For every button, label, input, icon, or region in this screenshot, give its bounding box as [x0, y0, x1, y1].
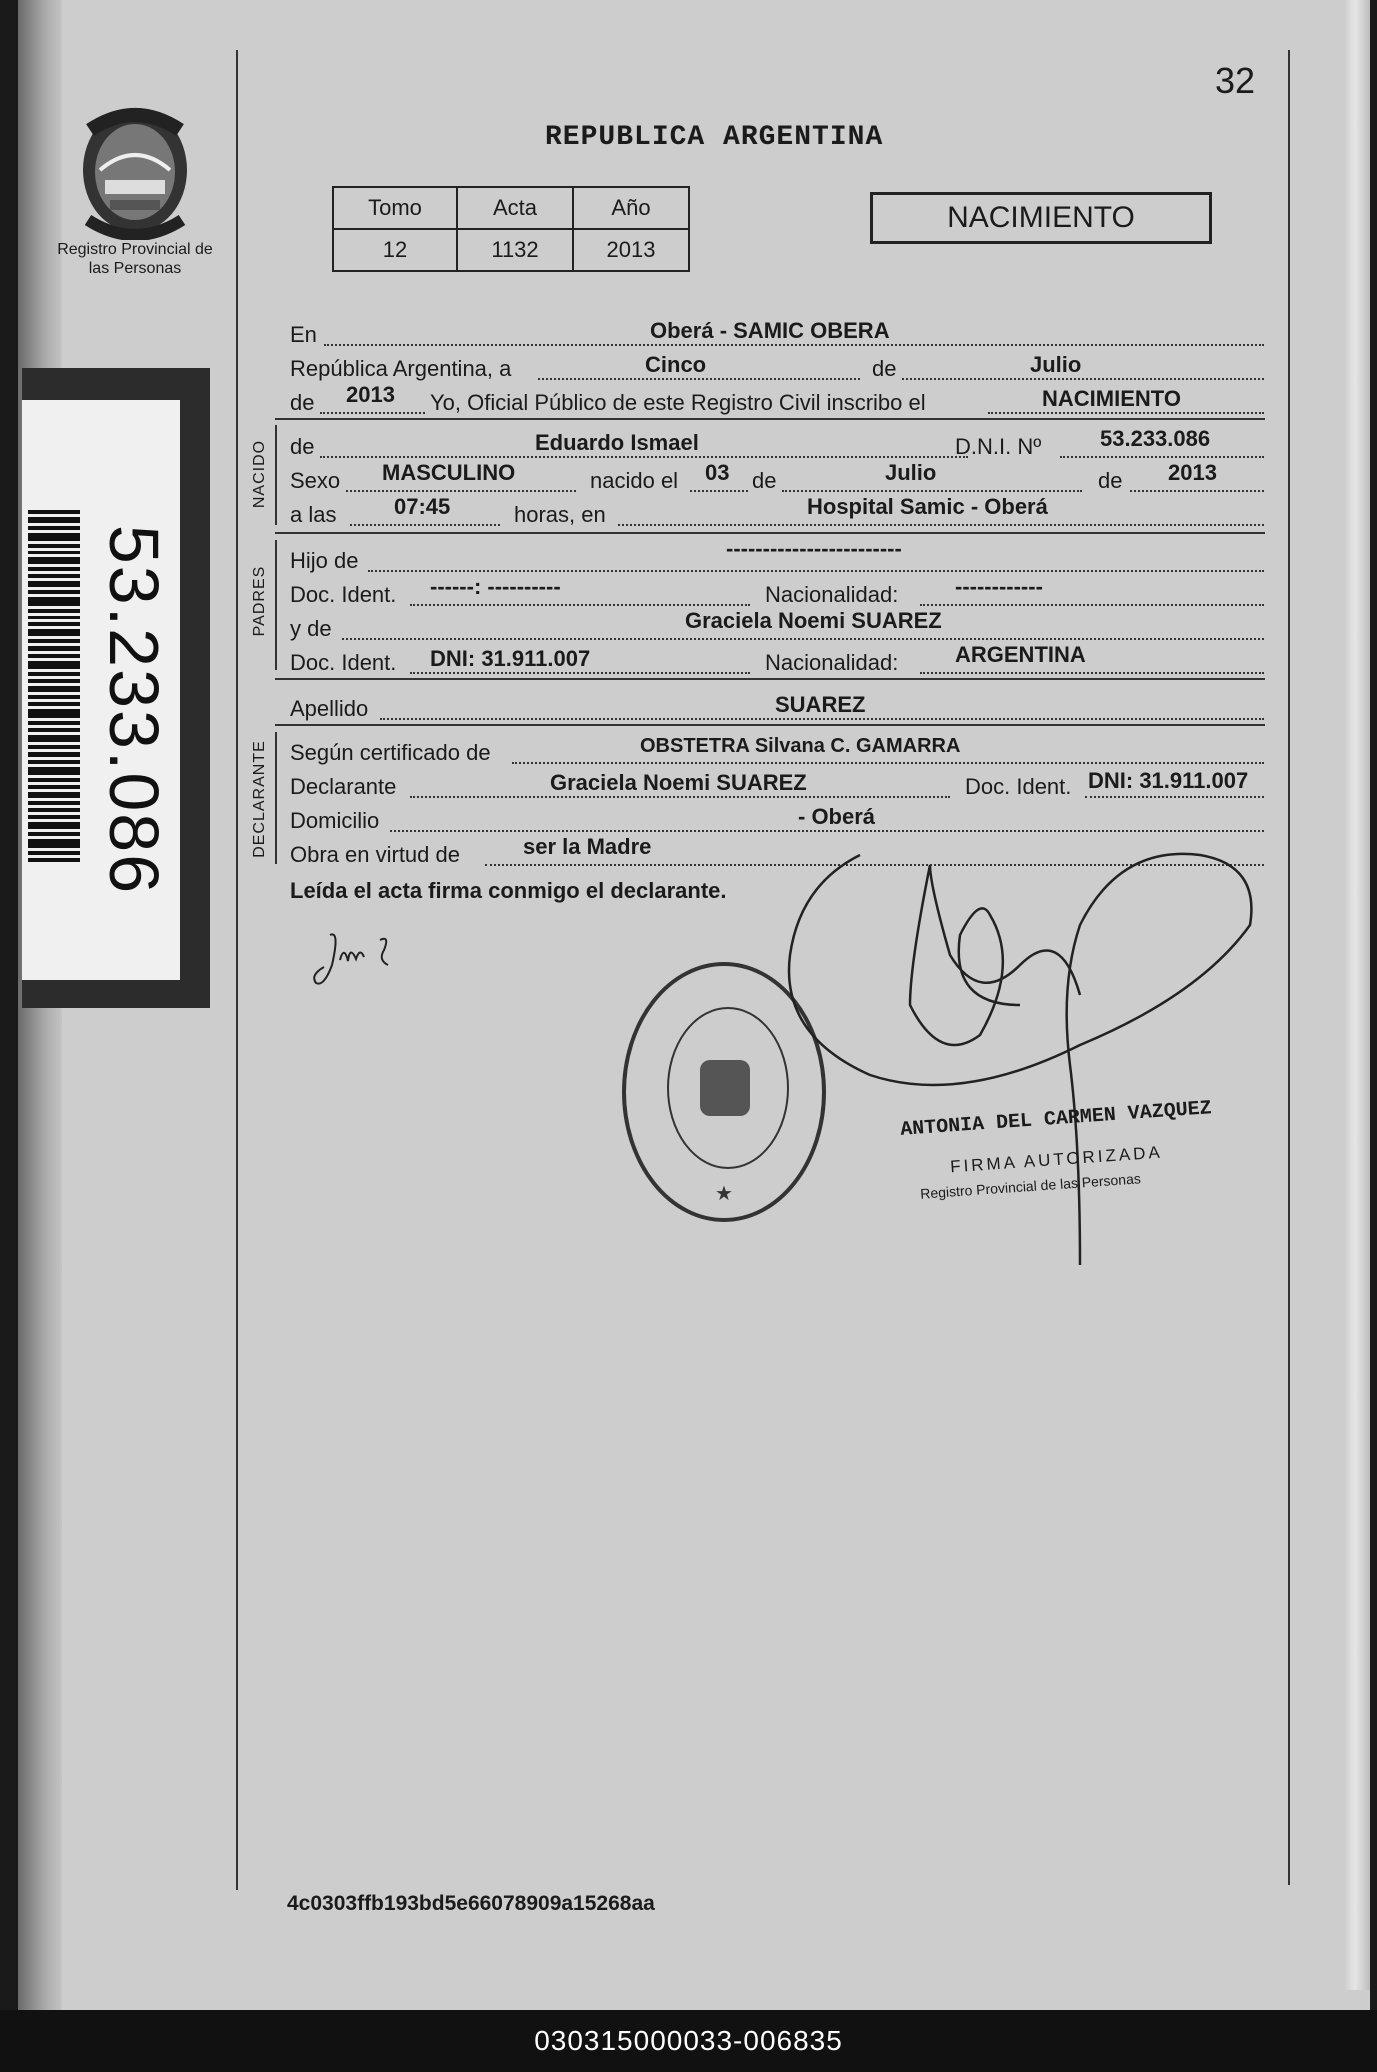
- footer-code: 030315000033-006835: [0, 2010, 1377, 2072]
- official-signature: [780, 845, 1280, 1265]
- declarante-row-1: Según certificado de OBSTETRA Silvana C. GAMARRA: [290, 736, 1264, 766]
- intro-row-2: República Argentina, a Cinco de Julio: [290, 352, 1264, 382]
- barcode-icon: [28, 510, 80, 890]
- right-margin-line: [1288, 50, 1290, 1885]
- declarante-row-2: Declarante Graciela Noemi SUAREZ Doc. Ident. DNI: 31.911.007: [290, 770, 1264, 800]
- birth-day-value: 03: [705, 460, 730, 485]
- closing-statement: Leída el acta firma conmigo el declarante.: [290, 878, 727, 903]
- document-title: REPUBLICA ARGENTINA: [545, 122, 884, 153]
- tomo-value: 12: [333, 229, 457, 271]
- acta-value: 1132: [457, 229, 573, 271]
- tomo-header: Tomo: [333, 187, 457, 229]
- apellido-row: Apellido SUAREZ: [290, 692, 1264, 722]
- declarante-name-value: Graciela Noemi SUAREZ: [550, 770, 807, 795]
- declarante-section-label: DECLARANTE: [251, 740, 268, 858]
- obra-value: ser la Madre: [523, 834, 652, 859]
- padres-row-2: Doc. Ident. ------: ---------- Nacionalidad: ------------: [290, 578, 1264, 608]
- nacido-row-3: a las 07:45 horas, en Hospital Samic - Oberá: [290, 498, 1264, 528]
- birth-place-value: Hospital Samic - Oberá: [807, 494, 1048, 519]
- signer-name: ANTONIA DEL CARMEN VAZQUEZ: [899, 1097, 1213, 1142]
- sticker-number: 53.233.086: [95, 524, 173, 896]
- intro-row-3: de 2013 Yo, Oficial Público de este Registro Civil inscribo el NACIMIENTO: [290, 386, 1264, 416]
- signer-role: FIRMA AUTORIZADA: [949, 1142, 1164, 1177]
- child-dni-value: 53.233.086: [1100, 426, 1211, 451]
- mother-name-value: Graciela Noemi SUAREZ: [685, 608, 942, 633]
- day-value: Cinco: [645, 352, 707, 377]
- birth-time-value: 07:45: [394, 494, 451, 519]
- page-number: 32: [1215, 60, 1256, 101]
- month-value: Julio: [1030, 352, 1082, 377]
- acta-header: Acta: [457, 187, 573, 229]
- sexo-value: MASCULINO: [382, 460, 516, 485]
- svg-text:★: ★: [715, 1183, 733, 1205]
- provincia-de-misiones-seal: [70, 100, 200, 240]
- father-name-value: ------------------------: [726, 536, 902, 561]
- document-hash: 4c0303ffb193bd5e66078909a15268aa: [287, 1892, 655, 1915]
- year-value: 2013: [346, 382, 395, 407]
- place-value: Oberá - SAMIC OBERA: [650, 318, 890, 343]
- nacido-section-label: NACIDO: [251, 439, 268, 509]
- padres-row-3: y de Graciela Noemi SUAREZ: [290, 612, 1264, 642]
- registry-name: Registro Provincial de las Personas: [57, 241, 213, 277]
- left-margin-line: [236, 50, 238, 1890]
- declarante-row-4: Obra en virtud de ser la Madre: [290, 838, 1264, 868]
- surname-value: SUAREZ: [775, 692, 866, 717]
- domicilio-value: - Oberá: [798, 804, 876, 829]
- reference-table: [332, 186, 690, 272]
- mother-nationality-value: ARGENTINA: [955, 642, 1086, 667]
- father-nationality-value: ------------: [955, 574, 1043, 599]
- page-edge: [1345, 0, 1370, 1990]
- intro-row-1: En Oberá - SAMIC OBERA: [290, 318, 1264, 348]
- declarant-initials: [310, 925, 420, 995]
- record-type-value: NACIMIENTO: [1042, 386, 1181, 411]
- father-doc-value: ------: ----------: [430, 574, 561, 599]
- declarante-doc-value: DNI: 31.911.007: [1088, 768, 1249, 793]
- padres-row-1: Hijo de ------------------------: [290, 544, 1264, 574]
- padres-row-4: Doc. Ident. DNI: 31.911.007 Nacionalidad: ARGENTINA: [290, 646, 1264, 676]
- mother-doc-value: DNI: 31.911.007: [430, 646, 591, 671]
- nacido-row-2: Sexo MASCULINO nacido el 03 de Julio de 2013: [290, 464, 1264, 494]
- ano-value: 2013: [573, 229, 689, 271]
- record-type-box: NACIMIENTO: [870, 192, 1212, 244]
- signer-organization: Registro Provincial de las Personas: [919, 1170, 1142, 1202]
- child-name-value: Eduardo Ismael: [535, 430, 699, 455]
- birth-month-value: Julio: [885, 460, 937, 485]
- birth-year-value: 2013: [1168, 460, 1217, 485]
- nacido-row-1: de Eduardo Ismael D.N.I. Nº 53.233.086: [290, 430, 1264, 460]
- ano-header: Año: [573, 187, 689, 229]
- certificate-value: OBSTETRA Silvana C. GAMARRA: [640, 735, 961, 757]
- declarante-row-3: Domicilio - Oberá: [290, 804, 1264, 834]
- padres-section-label: PADRES: [251, 565, 268, 637]
